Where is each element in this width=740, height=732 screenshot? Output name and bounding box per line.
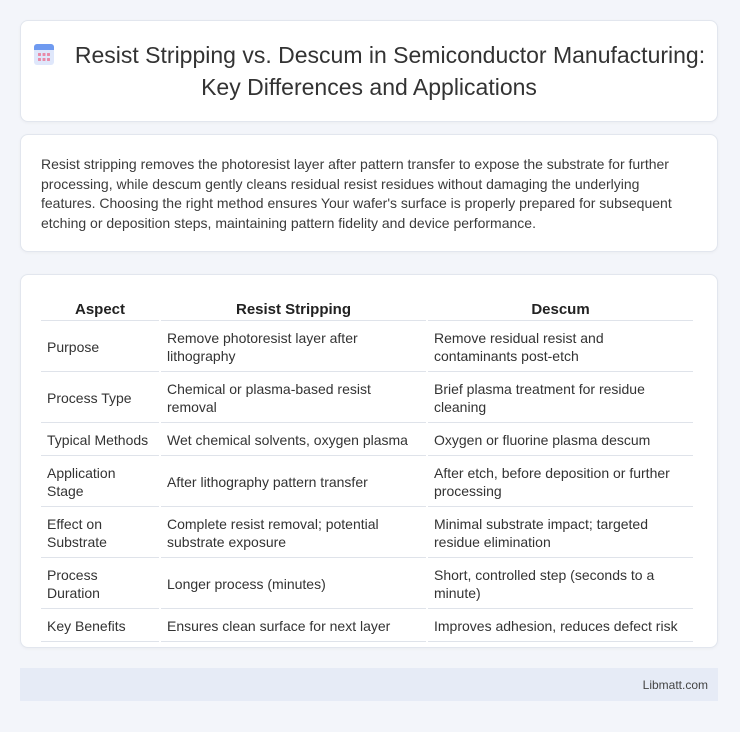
table-row — [41, 323, 693, 372]
aspect-cell: Effect on Substrate — [41, 509, 159, 558]
descum-cell: Oxygen or fluorine plasma descum — [428, 425, 693, 456]
aspect-cell: Typical Methods — [41, 425, 159, 456]
descum-cell: Brief plasma treatment for residue cleaning — [428, 374, 693, 423]
column-header-resist-stripping: Resist Stripping — [161, 297, 426, 321]
table-row — [41, 560, 693, 609]
page-title — [21, 41, 717, 102]
table-row — [41, 458, 693, 507]
column-header-descum: Descum — [428, 297, 693, 321]
title-text: Resist Stripping vs. Descum in Semiconductor Manufacturing: Key Differences and Applications — [74, 41, 706, 100]
aspect-cell: Process Type — [41, 374, 159, 423]
aspect-cell: Purpose — [41, 323, 159, 372]
column-header-aspect: Aspect — [41, 297, 159, 321]
footer-brand-link[interactable]: Libmatt.com — [642, 677, 708, 692]
aspect-cell: Key Benefits — [41, 611, 159, 642]
descum-cell: Short, controlled step (seconds to a minute) — [428, 560, 693, 609]
resist-stripping-cell: After lithography pattern transfer — [161, 458, 426, 507]
table-row — [41, 509, 693, 558]
descum-cell: After etch, before deposition or further processing — [428, 458, 693, 507]
resist-stripping-cell: Ensures clean surface for next layer — [161, 611, 426, 642]
table-row — [41, 374, 693, 423]
resist-stripping-cell: Complete resist removal; potential substrate exposure — [161, 509, 426, 558]
descum-cell: Minimal substrate impact; targeted residue elimination — [428, 509, 693, 558]
resist-stripping-cell: Longer process (minutes) — [161, 560, 426, 609]
comparison-card — [20, 274, 718, 648]
resist-stripping-cell: Remove photoresist layer after lithography — [161, 323, 426, 372]
table-row — [41, 425, 693, 456]
title-card — [20, 20, 718, 122]
table-header-row — [41, 297, 693, 321]
intro-paragraph: Resist stripping removes the photoresist layer after pattern transfer to expose the substrate for further processing, while descum gently cleans residual resist residues without damaging the underlying features. Choosing the right method ensures Your wafer's surface is properly prepared for subsequent etching or deposition steps, maintaining pattern fidelity and device performance. — [41, 156, 672, 231]
resist-stripping-cell: Wet chemical solvents, oxygen plasma — [161, 425, 426, 456]
comparison-table — [39, 295, 695, 644]
aspect-cell: Application Stage — [41, 458, 159, 507]
calendar-icon — [33, 42, 55, 73]
intro-card — [20, 134, 718, 252]
aspect-cell: Process Duration — [41, 560, 159, 609]
descum-cell: Improves adhesion, reduces defect risk — [428, 611, 693, 642]
footer — [20, 668, 718, 701]
resist-stripping-cell: Chemical or plasma-based resist removal — [161, 374, 426, 423]
descum-cell: Remove residual resist and contaminants post-etch — [428, 323, 693, 372]
table-row — [41, 611, 693, 642]
